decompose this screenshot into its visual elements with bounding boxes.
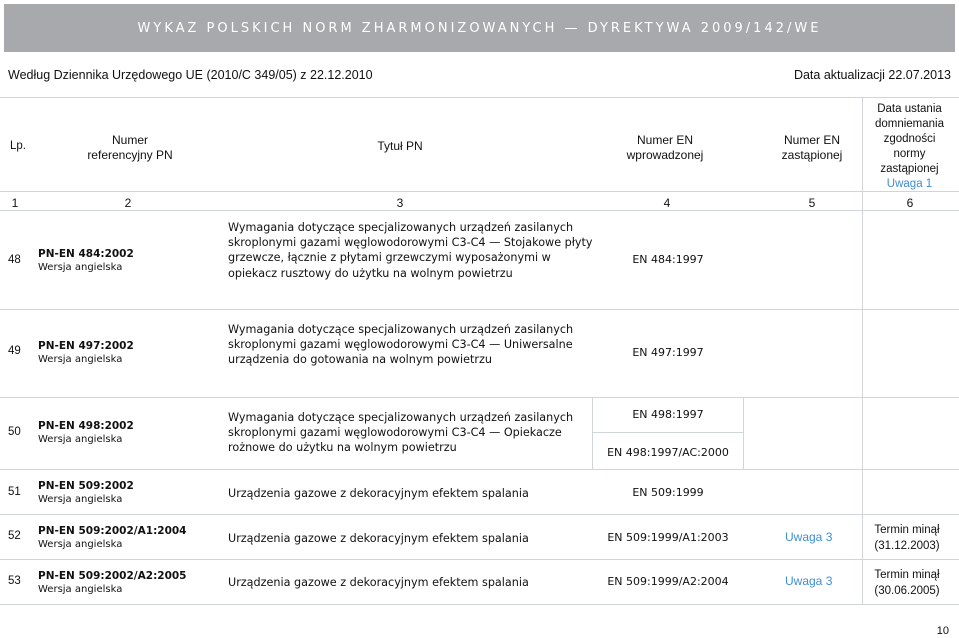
- row-pn-number: PN-EN 509:2002 Wersja angielska: [38, 480, 134, 505]
- grid-line: [743, 397, 744, 469]
- row-lp: 52: [8, 530, 21, 542]
- row-date-of-cessation: Termin minął (30.06.2005): [874, 569, 940, 597]
- row-version: Wersja angielska: [38, 354, 123, 365]
- subheader: [0, 56, 959, 96]
- row-lp: 50: [8, 426, 21, 438]
- row-title: Wymagania dotyczące specjalizowanych urządzeń zasilanych skroplonymi gazami węglowodorowymi C3-C4 — Uniwersalne urządzenia do gotowania na wolnym powietrzu: [228, 323, 574, 367]
- header-lp: Lp.: [10, 140, 26, 152]
- grid-line: [0, 469, 959, 470]
- grid-line: [0, 604, 959, 605]
- row-en-introduced: EN 497:1997: [632, 346, 704, 359]
- row-en-introduced: EN 509:1999/A2:2004: [607, 575, 729, 588]
- row-en-introduced: EN 509:1999: [632, 486, 704, 499]
- row-title: Urządzenia gazowe z dekoracyjnym efektem spalania: [228, 487, 529, 500]
- row-date-of-cessation: Termin minął (31.12.2003): [874, 524, 940, 552]
- row-en-introduced-corrigendum: EN 498:1997/AC:2000: [607, 446, 729, 459]
- row-en-replaced-note[interactable]: Uwaga 3: [785, 530, 833, 544]
- row-title: Urządzenia gazowe z dekoracyjnym efektem spalania: [228, 576, 529, 589]
- column-number: 1: [11, 196, 19, 210]
- row-pn-number: PN-EN 484:2002 Wersja angielska: [38, 248, 134, 273]
- header-reference-number: Numer referencyjny PN: [87, 133, 173, 162]
- column-number: 6: [906, 196, 914, 210]
- grid-line: [0, 191, 959, 192]
- row-en-introduced: EN 509:1999/A1:2003: [607, 531, 729, 544]
- grid-line: [0, 97, 959, 98]
- row-en-introduced: EN 498:1997: [632, 408, 704, 421]
- grid-line: [0, 210, 959, 211]
- row-version: Wersja angielska: [38, 262, 123, 273]
- row-version: Wersja angielska: [38, 434, 123, 445]
- row-lp: 49: [8, 345, 21, 357]
- header-en-replaced: Numer EN zastąpionej: [781, 133, 843, 162]
- update-date: Data aktualizacji 22.07.2013: [793, 68, 951, 82]
- row-lp: 48: [8, 254, 21, 266]
- column-number: 3: [396, 196, 404, 210]
- row-title: Wymagania dotyczące specjalizowanych urządzeń zasilanych skroplonymi gazami węglowodorowymi C3-C4 — Opiekacze rożnowe do użytku na wolnym powietrzu: [228, 411, 574, 455]
- grid-line: [0, 514, 959, 515]
- grid-line: [0, 309, 959, 310]
- row-pn-number: PN-EN 498:2002 Wersja angielska: [38, 420, 134, 445]
- page-number: 10: [936, 625, 949, 637]
- column-number: 2: [124, 196, 132, 210]
- journal-reference: Według Dziennika Urzędowego UE (2010/C 349/05) z 22.12.2010: [8, 68, 373, 82]
- grid-line: [0, 397, 959, 398]
- row-pn-number: PN-EN 509:2002/A1:2004 Wersja angielska: [38, 525, 187, 550]
- row-en-introduced: EN 484:1997: [632, 253, 704, 266]
- row-title: Wymagania dotyczące specjalizowanych urządzeń zasilanych skroplonymi gazami węglowodorowymi C3-C4 — Stojakowe płyty grzewcze, łącznie z płytami grzewczymi wyposażonymi w opiekacz rusztowy do użytku na wolnym powietrzu: [228, 221, 593, 280]
- row-version: Wersja angielska: [38, 494, 123, 505]
- row-lp: 51: [8, 486, 21, 498]
- header-date-of-cessation: Data ustania domniemania zgodności normy zastąpionej Uwaga 1: [874, 103, 945, 190]
- row-pn-number: PN-EN 497:2002 Wersja angielska: [38, 340, 134, 365]
- column-number: 4: [663, 196, 671, 210]
- column-number: 5: [808, 196, 816, 210]
- row-version: Wersja angielska: [38, 584, 123, 595]
- row-lp: 53: [8, 575, 21, 587]
- row-en-replaced-note[interactable]: Uwaga 3: [785, 574, 833, 588]
- row-pn-number: PN-EN 509:2002/A2:2005 Wersja angielska: [38, 570, 187, 595]
- note-reference[interactable]: Uwaga 1: [886, 178, 933, 190]
- grid-line: [0, 559, 959, 560]
- row-title: Urządzenia gazowe z dekoracyjnym efektem spalania: [228, 532, 529, 545]
- grid-line: [592, 432, 743, 433]
- header-en-introduced: Numer EN wprowadzonej: [626, 133, 704, 162]
- document-banner: WYKAZ POLSKICH NORM ZHARMONIZOWANYCH — DYREKTYWA 2009/142/WE: [4, 4, 955, 52]
- header-title: Tytuł PN: [377, 138, 423, 153]
- row-version: Wersja angielska: [38, 539, 123, 550]
